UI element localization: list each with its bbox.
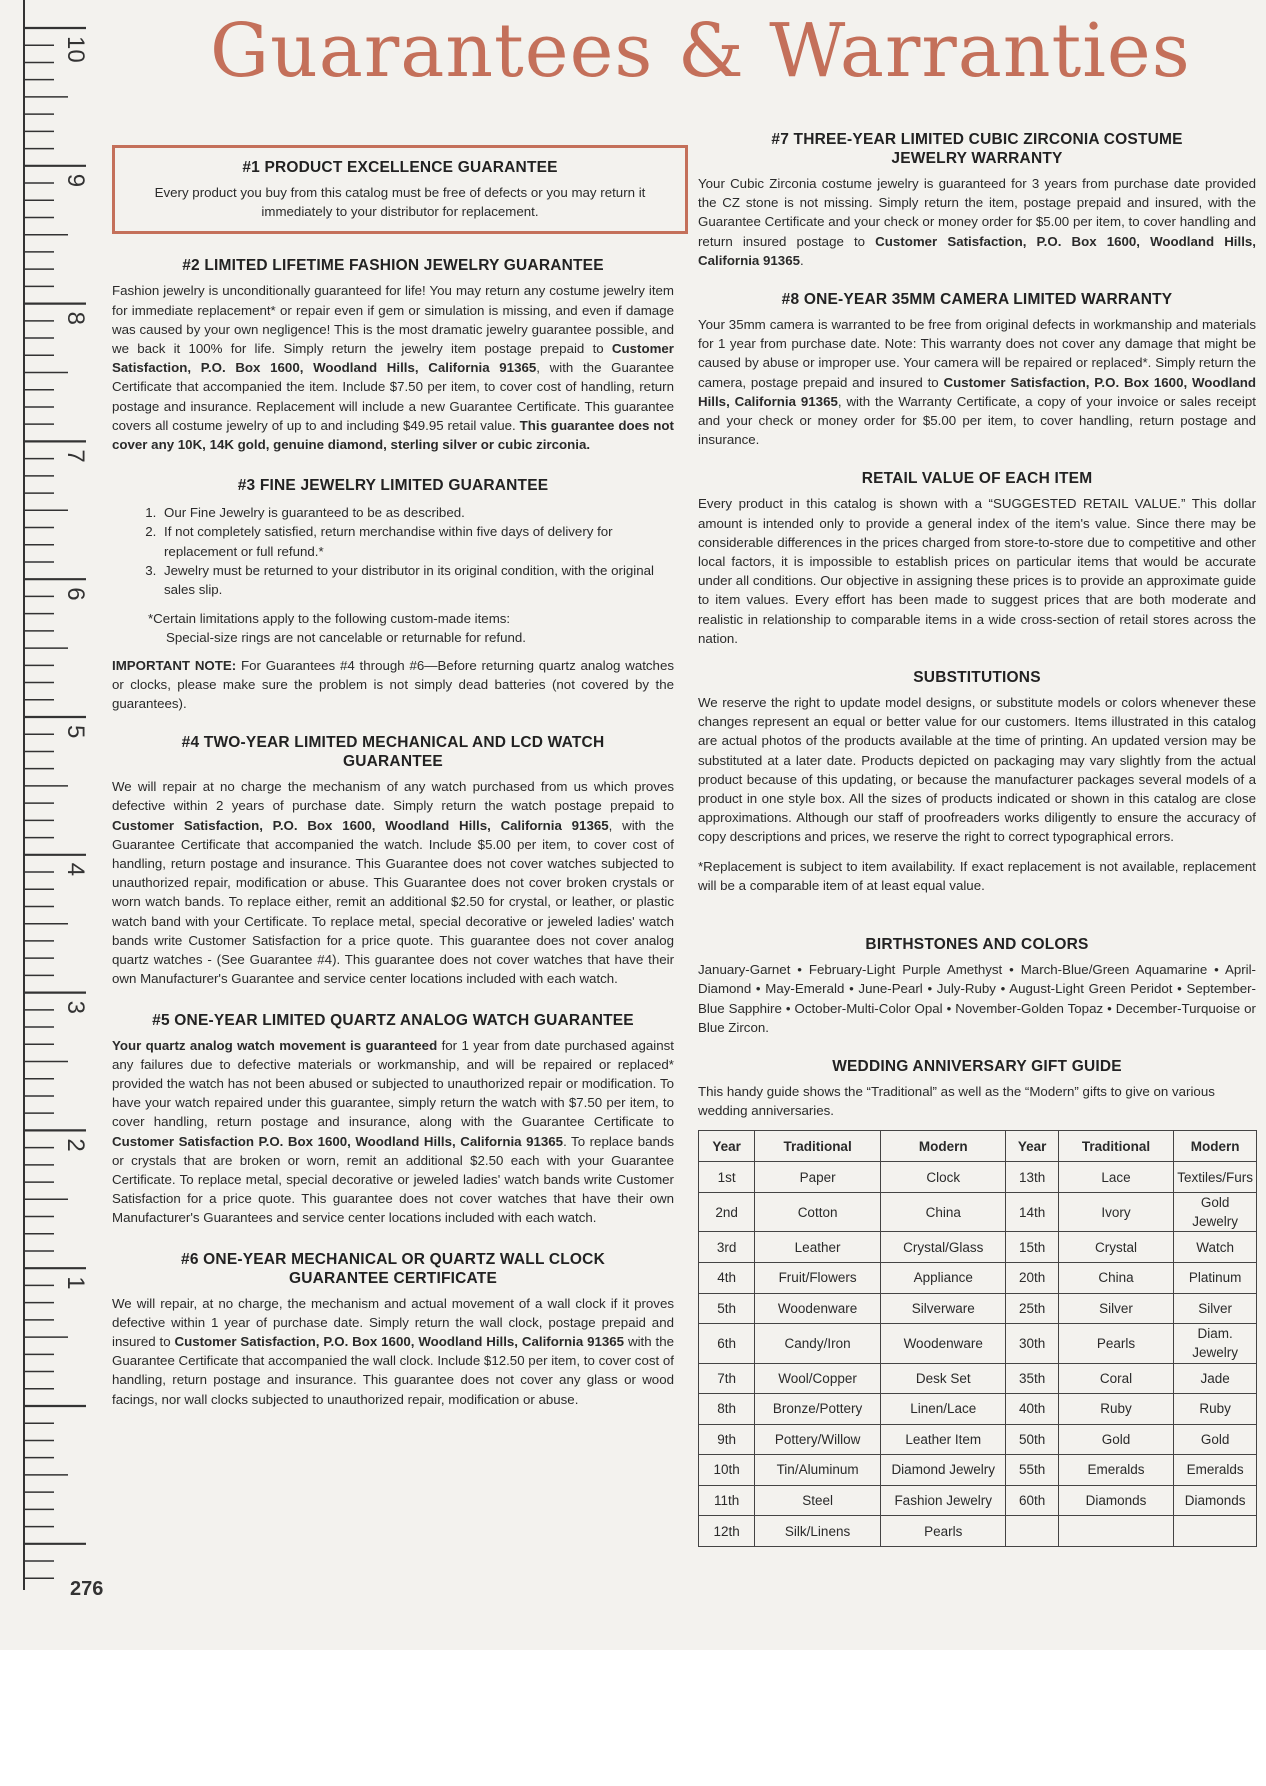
ruler-label: 10	[62, 36, 89, 63]
table-cell: Desk Set	[880, 1363, 1005, 1394]
table-cell: 25th	[1006, 1293, 1058, 1324]
ruler-label: 8	[62, 311, 89, 325]
table-row	[699, 1455, 1257, 1486]
table-cell: 12th	[699, 1516, 755, 1547]
retail-value-section	[698, 469, 1256, 648]
table-cell: 15th	[1006, 1232, 1058, 1263]
table-cell: Wool/Copper	[755, 1363, 881, 1394]
table-cell: Fashion Jewelry	[880, 1485, 1005, 1516]
section-1-heading: #1 PRODUCT EXCELLENCE GUARANTEE	[242, 159, 558, 176]
substitutions-heading: SUBSTITUTIONS	[913, 669, 1041, 687]
table-cell: China	[1058, 1262, 1173, 1293]
table-cell: 7th	[699, 1363, 755, 1394]
table-cell: Silver	[1058, 1293, 1173, 1324]
table-cell: Diamonds	[1174, 1485, 1257, 1516]
ruler-label: 4	[62, 862, 89, 877]
table-cell: Lace	[1058, 1162, 1173, 1193]
ruler-label: 3	[62, 1000, 89, 1014]
section-6-text: We will repair, at no charge, the mechanism and actual movement of a wall clock if it proves defective within 1 year of purchase date. Simply return the wall clock, postage prepaid and insured to Customer Satisfaction, P.O. Box 1600, Woodland Hills, California 91365 with the Guarantee Certificate that accompanied the wall clock. Include $12.50 per item, to cover cost of handling, return postage and insurance. This guarantee does not cover any glass or wood facings, nor wall clocks subjected to unauthorized repair, modification or abuse.	[112, 1295, 675, 1407]
section-1-text: Every product you buy from this catalog must be free of defects or you may return it immediately to your distributor for replacement.	[154, 185, 646, 220]
table-row	[699, 1394, 1257, 1425]
table-cell: Diam. Jewelry	[1174, 1324, 1257, 1363]
table-cell: Silverware	[880, 1293, 1005, 1324]
column-header: Year	[699, 1131, 755, 1162]
table-row	[699, 1192, 1257, 1231]
birthstones-heading: BIRTHSTONES AND COLORS	[865, 936, 1089, 954]
retail-value-heading: RETAIL VALUE OF EACH ITEM	[861, 470, 1093, 488]
table-cell: 3rd	[699, 1232, 755, 1263]
section-8-heading: #8 ONE-YEAR 35MM CAMERA LIMITED WARRANTY	[781, 291, 1173, 309]
important-note: IMPORTANT NOTE: For Guarantees #4 through #6—Before returning quartz analog watches or clocks, please make sure the problem is not simply dead batteries (not covered by the guarantees).	[112, 657, 674, 712]
table-row	[699, 1424, 1257, 1455]
section-2-heading: #2 LIMITED LIFETIME FASHION JEWELRY GUARANTEE	[182, 257, 604, 275]
table-row	[699, 1232, 1257, 1263]
left-column	[112, 145, 674, 1431]
table-cell: Crystal	[1058, 1232, 1173, 1263]
table-cell: Appliance	[880, 1262, 1005, 1293]
table-cell: 30th	[1006, 1324, 1058, 1363]
anniversary-table-body	[699, 1162, 1257, 1547]
table-row	[699, 1363, 1257, 1394]
section-4-heading: #4 TWO-YEAR LIMITED MECHANICAL AND LCD WATCH GUARANTEE	[181, 734, 605, 771]
table-cell: 13th	[1006, 1162, 1058, 1193]
table-cell: 50th	[1006, 1424, 1058, 1455]
section-7	[698, 130, 1256, 270]
ruler-label: 7	[62, 449, 89, 463]
table-cell: 60th	[1006, 1485, 1058, 1516]
table-cell	[1006, 1516, 1058, 1547]
ruler-label: 2	[62, 1138, 89, 1152]
table-cell: Textiles/Furs	[1174, 1162, 1257, 1193]
table-cell: Coral	[1058, 1363, 1173, 1394]
fine-jewelry-rules	[112, 503, 674, 599]
section-4-text: We will repair at no charge the mechanism of any watch purchased from us which proves defective within 2 years of purchase date. Simply return the watch postage prepaid to Customer Satisfaction, P.O. Box 1600, Woodland Hills, California 91365, with the Guarantee Certificate that accompanied the watch. Include $5.00 per item, to cover cost of handling, return postage and insurance. This Guarantee does not cover watches subjected to unauthorized repair, modification or abuse. This Guarantee does not cover broken crystals or worn watch bands. To replace either, remit an additional $2.50 for crystal, or leather, or plastic watch band with your Certificate. To replace metal, special decorative or jeweled ladies' watch bands write Customer Satisfaction for a price quote. This guarantee does not cover analog quartz watches - (See Guarantee #4). This guarantee does not cover watches that have their own Manufacturer's Guarantee and service center locations included with each watch.	[112, 779, 675, 987]
table-cell: Diamonds	[1058, 1485, 1173, 1516]
replacement-footnote: *Replacement is subject to item availability. If exact replacement is not available, replacement will be a comparable item of at least equal value.	[698, 858, 1256, 893]
table-cell: 35th	[1006, 1363, 1058, 1394]
table-cell: Paper	[755, 1162, 881, 1193]
table-cell: 4th	[699, 1262, 755, 1293]
table-cell: 10th	[699, 1455, 755, 1486]
table-cell: Fruit/Flowers	[755, 1262, 881, 1293]
table-cell	[1174, 1516, 1257, 1547]
section-2-text: Fashion jewelry is unconditionally guaranteed for life! You may return any costume jewelry item for immediate replacement* or repair even if gem or simulation is missing, and even if damage was caused by your own negligence! This is the most dramatic jewelry guarantee possible, and we back it 100% for life. Simply return the jewelry item postage prepaid to Customer Satisfaction, P.O. Box 1600, Woodland Hills, California 91365, with the Guarantee Certificate that accompanied the item. Include $7.50 per item, to cover cost of handling, return postage and insurance. Replacement will include a new Guarantee Certificate. This guarantee covers all costume jewelry of up to and including $49.95 retail value. This guarantee does not cover any 10K, 14K gold, genuine diamond, sterling silver or cubic zirconia.	[112, 283, 674, 453]
table-cell: Bronze/Pottery	[755, 1394, 881, 1425]
table-cell: Gold Jewelry	[1174, 1192, 1257, 1231]
table-cell: 9th	[699, 1424, 755, 1455]
table-cell: Emeralds	[1058, 1455, 1173, 1486]
table-cell: 6th	[699, 1324, 755, 1363]
table-cell: Tin/Aluminum	[755, 1455, 881, 1486]
table-cell: Linen/Lace	[880, 1394, 1005, 1425]
ruler-label: 6	[62, 587, 89, 601]
table-cell: 1st	[699, 1162, 755, 1193]
table-cell: Silk/Linens	[755, 1516, 881, 1547]
table-cell: Cotton	[755, 1192, 881, 1231]
section-6-heading: #6 ONE-YEAR MECHANICAL OR QUARTZ WALL CLOCK GUARANTEE CERTIFICATE	[181, 1250, 605, 1287]
ruler-strip	[22, 0, 98, 1590]
rule-item: 1. Our Fine Jewelry is guaranteed to be as described.	[160, 503, 674, 522]
section-8	[698, 290, 1256, 449]
table-cell: Steel	[755, 1485, 881, 1516]
table-cell: Pearls	[880, 1516, 1005, 1547]
page-title: Guarantees & Warranties	[210, 8, 1191, 94]
table-cell: Pottery/Willow	[755, 1424, 881, 1455]
rule-item: 3. Jewelry must be returned to your distributor in its original condition, with the original sales slip.	[160, 561, 674, 599]
table-row	[699, 1293, 1257, 1324]
page-number: 276	[70, 1578, 104, 1600]
table-row	[699, 1262, 1257, 1293]
right-column	[698, 130, 1256, 1567]
table-cell: Silver	[1174, 1293, 1257, 1324]
table-cell: 55th	[1006, 1455, 1058, 1486]
section-8-text: Your 35mm camera is warranted to be free from original defects in workmanship and materials for 1 year from purchase date. Note: This warranty does not cover any damage that might be caused by abuse or improper use. Your camera will be repaired or replaced*. Simply return the camera, postage prepaid and insured to Customer Satisfaction, P.O. Box 1600, Woodland Hills, California 91365, with the Warranty Certificate, a copy of your invoice or sales receipt and your check or money order for $5.00 per item, to cover handling, return postage and insurance.	[698, 317, 1256, 448]
rule-item: 2. If not completely satisfied, return merchandise within five days of delivery for replacement or full refund.*	[160, 522, 674, 560]
table-row	[699, 1485, 1257, 1516]
column-header: Year	[1006, 1131, 1058, 1162]
table-cell: 40th	[1006, 1394, 1058, 1425]
table-cell: 8th	[699, 1394, 755, 1425]
table-cell: 14th	[1006, 1192, 1058, 1231]
table-cell: Watch	[1174, 1232, 1257, 1263]
ruler-label: 1	[62, 1276, 89, 1290]
table-row	[699, 1516, 1257, 1547]
table-cell: Woodenware	[880, 1324, 1005, 1363]
column-header: Traditional	[755, 1131, 881, 1162]
table-cell: Jade	[1174, 1363, 1257, 1394]
table-cell: Gold	[1058, 1424, 1173, 1455]
ruler-label: 9	[62, 173, 89, 188]
table-cell: Ruby	[1058, 1394, 1173, 1425]
retail-value-text: Every product in this catalog is shown with a “SUGGESTED RETAIL VALUE.” This dollar amount is intended only to provide a general index of the item's value. Since there may be considerable differences in the prices charged from store-to-store due to competitive and other local factors, it is impossible to establish prices on particular items that would be accurate under all conditions. Our objective in assigning these prices is to provide an approximate guide to item values. Every effort has been made to suggest prices that are both moderate and realistic in relationship to comparable items in a wide cross-section of retail stores across the nation.	[698, 496, 1256, 646]
section-3	[112, 476, 674, 713]
table-row	[699, 1162, 1257, 1193]
column-header: Modern	[1174, 1131, 1257, 1162]
table-cell: China	[880, 1192, 1005, 1231]
section-7-heading: #7 THREE-YEAR LIMITED CUBIC ZIRCONIA COSTUME JEWELRY WARRANTY	[771, 131, 1183, 167]
table-cell: 11th	[699, 1485, 755, 1516]
ruler-label: 5	[62, 725, 89, 739]
section-4	[112, 733, 674, 988]
table-cell: Emeralds	[1174, 1455, 1257, 1486]
table-cell: Diamond Jewelry	[880, 1455, 1005, 1486]
wedding-guide-section	[698, 1057, 1256, 1547]
table-cell: Leather	[755, 1232, 881, 1263]
birthstones-text: January-Garnet • February-Light Purple Amethyst • March-Blue/Green Aquamarine • April-Diamond • May-Emerald • June-Pearl • July-Ruby • August-Light Green Peridot • September-Blue Sapphire • October-Multi-Color Opal • November-Golden Topaz • December-Turquoise or Blue Zircon.	[698, 962, 1256, 1035]
section-7-text: Your Cubic Zirconia costume jewelry is guaranteed for 3 years from purchase date provided the CZ stone is not missing. Simply return the item, postage prepaid and insured, with the Guarantee Certificate and your check or money order for $5.00 per item, to cover handling and return insured postage to Customer Satisfaction, P.O. Box 1600, Woodland Hills, California 91365.	[698, 176, 1256, 268]
column-header: Modern	[880, 1131, 1005, 1162]
section-5	[112, 1011, 674, 1228]
birthstones-section	[698, 935, 1256, 1037]
table-cell: Clock	[880, 1162, 1005, 1193]
substitutions-text: We reserve the right to update model designs, or substitute models or colors whenever these changes represent an equal or better value for our customers. Items illustrated in this catalog are actual photos of the products available at the time of printing. An updated version may be substituted at a later date. Products depicted on packaging may vary slightly from the actual product because of this updating, or because the manufacturer packages several models of a product in one style box. All the sizes of products indicated or shown in this catalog are close approximations. Although our staff of proofreaders works diligently to ensure the accuracy of copy descriptions and prices, we reserve the right to correct typographical errors.	[698, 695, 1256, 845]
table-cell	[1058, 1516, 1173, 1547]
table-row	[699, 1324, 1257, 1363]
product-excellence-box	[112, 145, 688, 234]
section-5-text: Your quartz analog watch movement is guaranteed for 1 year from date purchased against any failures due to defective materials or workmanship, and will be repaired or replaced* provided the watch has not been abused or subjected to unauthorized repair or modification. To have your watch repaired under this guarantee, simply return the watch with $7.50 per item, to cover handling, return postage and insurance, along with the Guarantee Certificate to Customer Satisfaction P.O. Box 1600, Woodland Hills, California 91365. To replace bands or crystals that are broken or worn, remit an additional $2.50 each with your Guarantee Certificate. To replace metal, special decorative or jeweled ladies' watch bands write Customer Satisfaction for a price quote. This guarantee does not cover watches that have their own Manufacturer's Guarantees and service center locations included with each watch.	[112, 1037, 674, 1226]
wedding-guide-intro: This handy guide shows the “Traditional” as well as the “Modern” gifts to give on various wedding anniversaries.	[698, 1083, 1215, 1119]
section-2	[112, 256, 674, 454]
table-cell: Gold	[1174, 1424, 1257, 1455]
table-cell: 5th	[699, 1293, 755, 1324]
section-6	[112, 1250, 674, 1409]
substitutions-section	[698, 668, 1256, 895]
table-cell: Woodenware	[755, 1293, 881, 1324]
column-header: Traditional	[1058, 1131, 1173, 1162]
table-cell: Ruby	[1174, 1394, 1257, 1425]
table-cell: 20th	[1006, 1262, 1058, 1293]
table-cell: Pearls	[1058, 1324, 1173, 1363]
wedding-guide-heading: WEDDING ANNIVERSARY GIFT GUIDE	[832, 1057, 1122, 1075]
table-cell: Candy/Iron	[755, 1324, 881, 1363]
custom-items-note: *Certain limitations apply to the following custom-made items: Special-size rings are not cancelable or returnable for refund.	[148, 611, 526, 646]
table-header-row	[699, 1131, 1257, 1162]
table-cell: Crystal/Glass	[880, 1232, 1005, 1263]
section-5-heading: #5 ONE-YEAR LIMITED QUARTZ ANALOG WATCH GUARANTEE	[152, 1011, 634, 1029]
table-cell: Platinum	[1174, 1262, 1257, 1293]
table-cell: 2nd	[699, 1192, 755, 1231]
table-cell: Leather Item	[880, 1424, 1005, 1455]
section-3-heading: #3 FINE JEWELRY LIMITED GUARANTEE	[237, 477, 549, 495]
table-cell: Ivory	[1058, 1192, 1173, 1231]
anniversary-table	[698, 1130, 1257, 1547]
